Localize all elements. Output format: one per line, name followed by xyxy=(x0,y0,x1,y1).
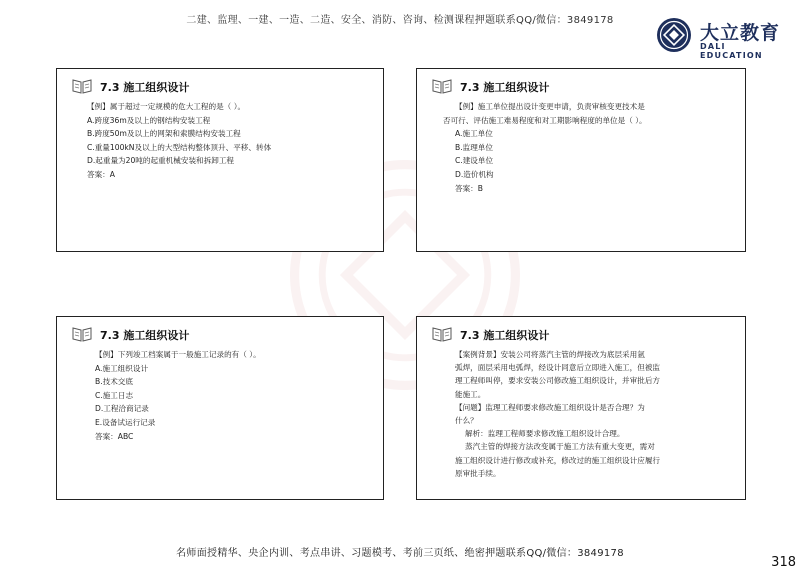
option-d: D.工程洽商记录 xyxy=(95,404,149,414)
brand-logo xyxy=(656,17,781,60)
answer: 答案：ABC xyxy=(95,431,134,441)
slide-card-2 xyxy=(416,68,746,252)
question-body xyxy=(95,348,363,443)
question-stem-line-1: 【例】施工单位提出设计变更申请，负责审核变更技术是 xyxy=(455,102,645,111)
option-b: B.跨度50m及以上的网架和索膜结构安装工程 xyxy=(87,129,241,139)
case-background-line-4: 能施工。 xyxy=(455,389,486,399)
option-d: D.造价机构 xyxy=(455,169,494,179)
slide-card-3 xyxy=(56,316,384,500)
option-c: C.重量100kN及以上的大型结构整体顶升、平移、转体 xyxy=(87,142,272,152)
question-stem: 【例】属于超过一定规模的危大工程的是（ ）。 xyxy=(87,102,246,111)
section-title: 7.3 施工组织设计 xyxy=(100,329,190,342)
case-background-line-3: 理工程师叫停，要求安装公司修改施工组织设计，并审批后方 xyxy=(455,376,661,386)
brand-name: 大立教育 xyxy=(700,22,781,44)
answer: 答案：B xyxy=(455,183,483,193)
question-stem: 【例】下列竣工档案属于一般施工记录的有（ ）。 xyxy=(95,350,261,359)
case-background-line-2: 弧焊，面层采用电弧焊，经设计同意后立即进入施工，但被监 xyxy=(455,363,661,373)
option-a: A.施工单位 xyxy=(455,129,493,139)
option-a: A.施工组织设计 xyxy=(95,363,149,373)
header-notice: 二建、监理、一建、一造、二造、安全、消防、咨询、检测课程押题联系QQ/微信：3849178 xyxy=(186,15,614,26)
book-icon xyxy=(71,77,93,95)
analysis-line-1: 解析：监理工程师要求修改施工组织设计合理。 xyxy=(465,429,625,439)
analysis-line-3: 施工组织设计进行修改或补充，修改过的施工组织设计应履行 xyxy=(455,455,661,465)
section-title: 7.3 施工组织设计 xyxy=(460,329,550,342)
book-icon xyxy=(431,325,453,343)
option-b: B.监理单位 xyxy=(455,142,493,152)
analysis-line-4: 原审批手续。 xyxy=(455,468,501,478)
dali-logo-icon xyxy=(656,17,692,53)
analysis-line-2: 蒸汽主管的焊接方法改变属于施工方法有重大变更，需对 xyxy=(465,442,655,452)
option-c: C.建设单位 xyxy=(455,156,494,166)
answer: 答案：A xyxy=(87,169,115,179)
option-a: A.跨度36m及以上的钢结构安装工程 xyxy=(87,115,211,125)
option-e: E.设备试运行记录 xyxy=(95,417,156,427)
section-title: 7.3 施工组织设计 xyxy=(100,81,190,94)
page-number: 318 xyxy=(771,555,796,570)
slide-card-1 xyxy=(56,68,384,252)
brand-name-en: DALI EDUCATION xyxy=(700,42,763,60)
question-stem-line-2: 否可行、评估施工难易程度和对工期影响程度的单位是（ ）。 xyxy=(443,115,647,125)
option-d: D.起重量为20吨的起重机械安装和拆卸工程 xyxy=(87,156,235,166)
footer-notice: 名师面授精华、央企内训、考点串讲、习题模考、考前三页纸、绝密押题联系QQ/微信：3849178 xyxy=(176,548,624,559)
section-title: 7.3 施工组织设计 xyxy=(460,81,550,94)
book-icon xyxy=(431,77,453,95)
option-c: C.施工日志 xyxy=(95,390,134,400)
case-background-line-1: 【案例背景】安装公司将蒸汽主管的焊接改为底层采用氩 xyxy=(455,350,645,359)
option-b: B.技术交底 xyxy=(95,377,133,387)
question-body xyxy=(87,100,363,182)
case-body xyxy=(455,348,725,480)
book-icon xyxy=(71,325,93,343)
case-question-line-1: 【问题】监理工程师要求修改施工组织设计是否合理？为 xyxy=(455,402,645,412)
question-body xyxy=(443,100,725,195)
case-question-line-2: 什么？ xyxy=(455,416,478,426)
slide-card-4 xyxy=(416,316,746,500)
